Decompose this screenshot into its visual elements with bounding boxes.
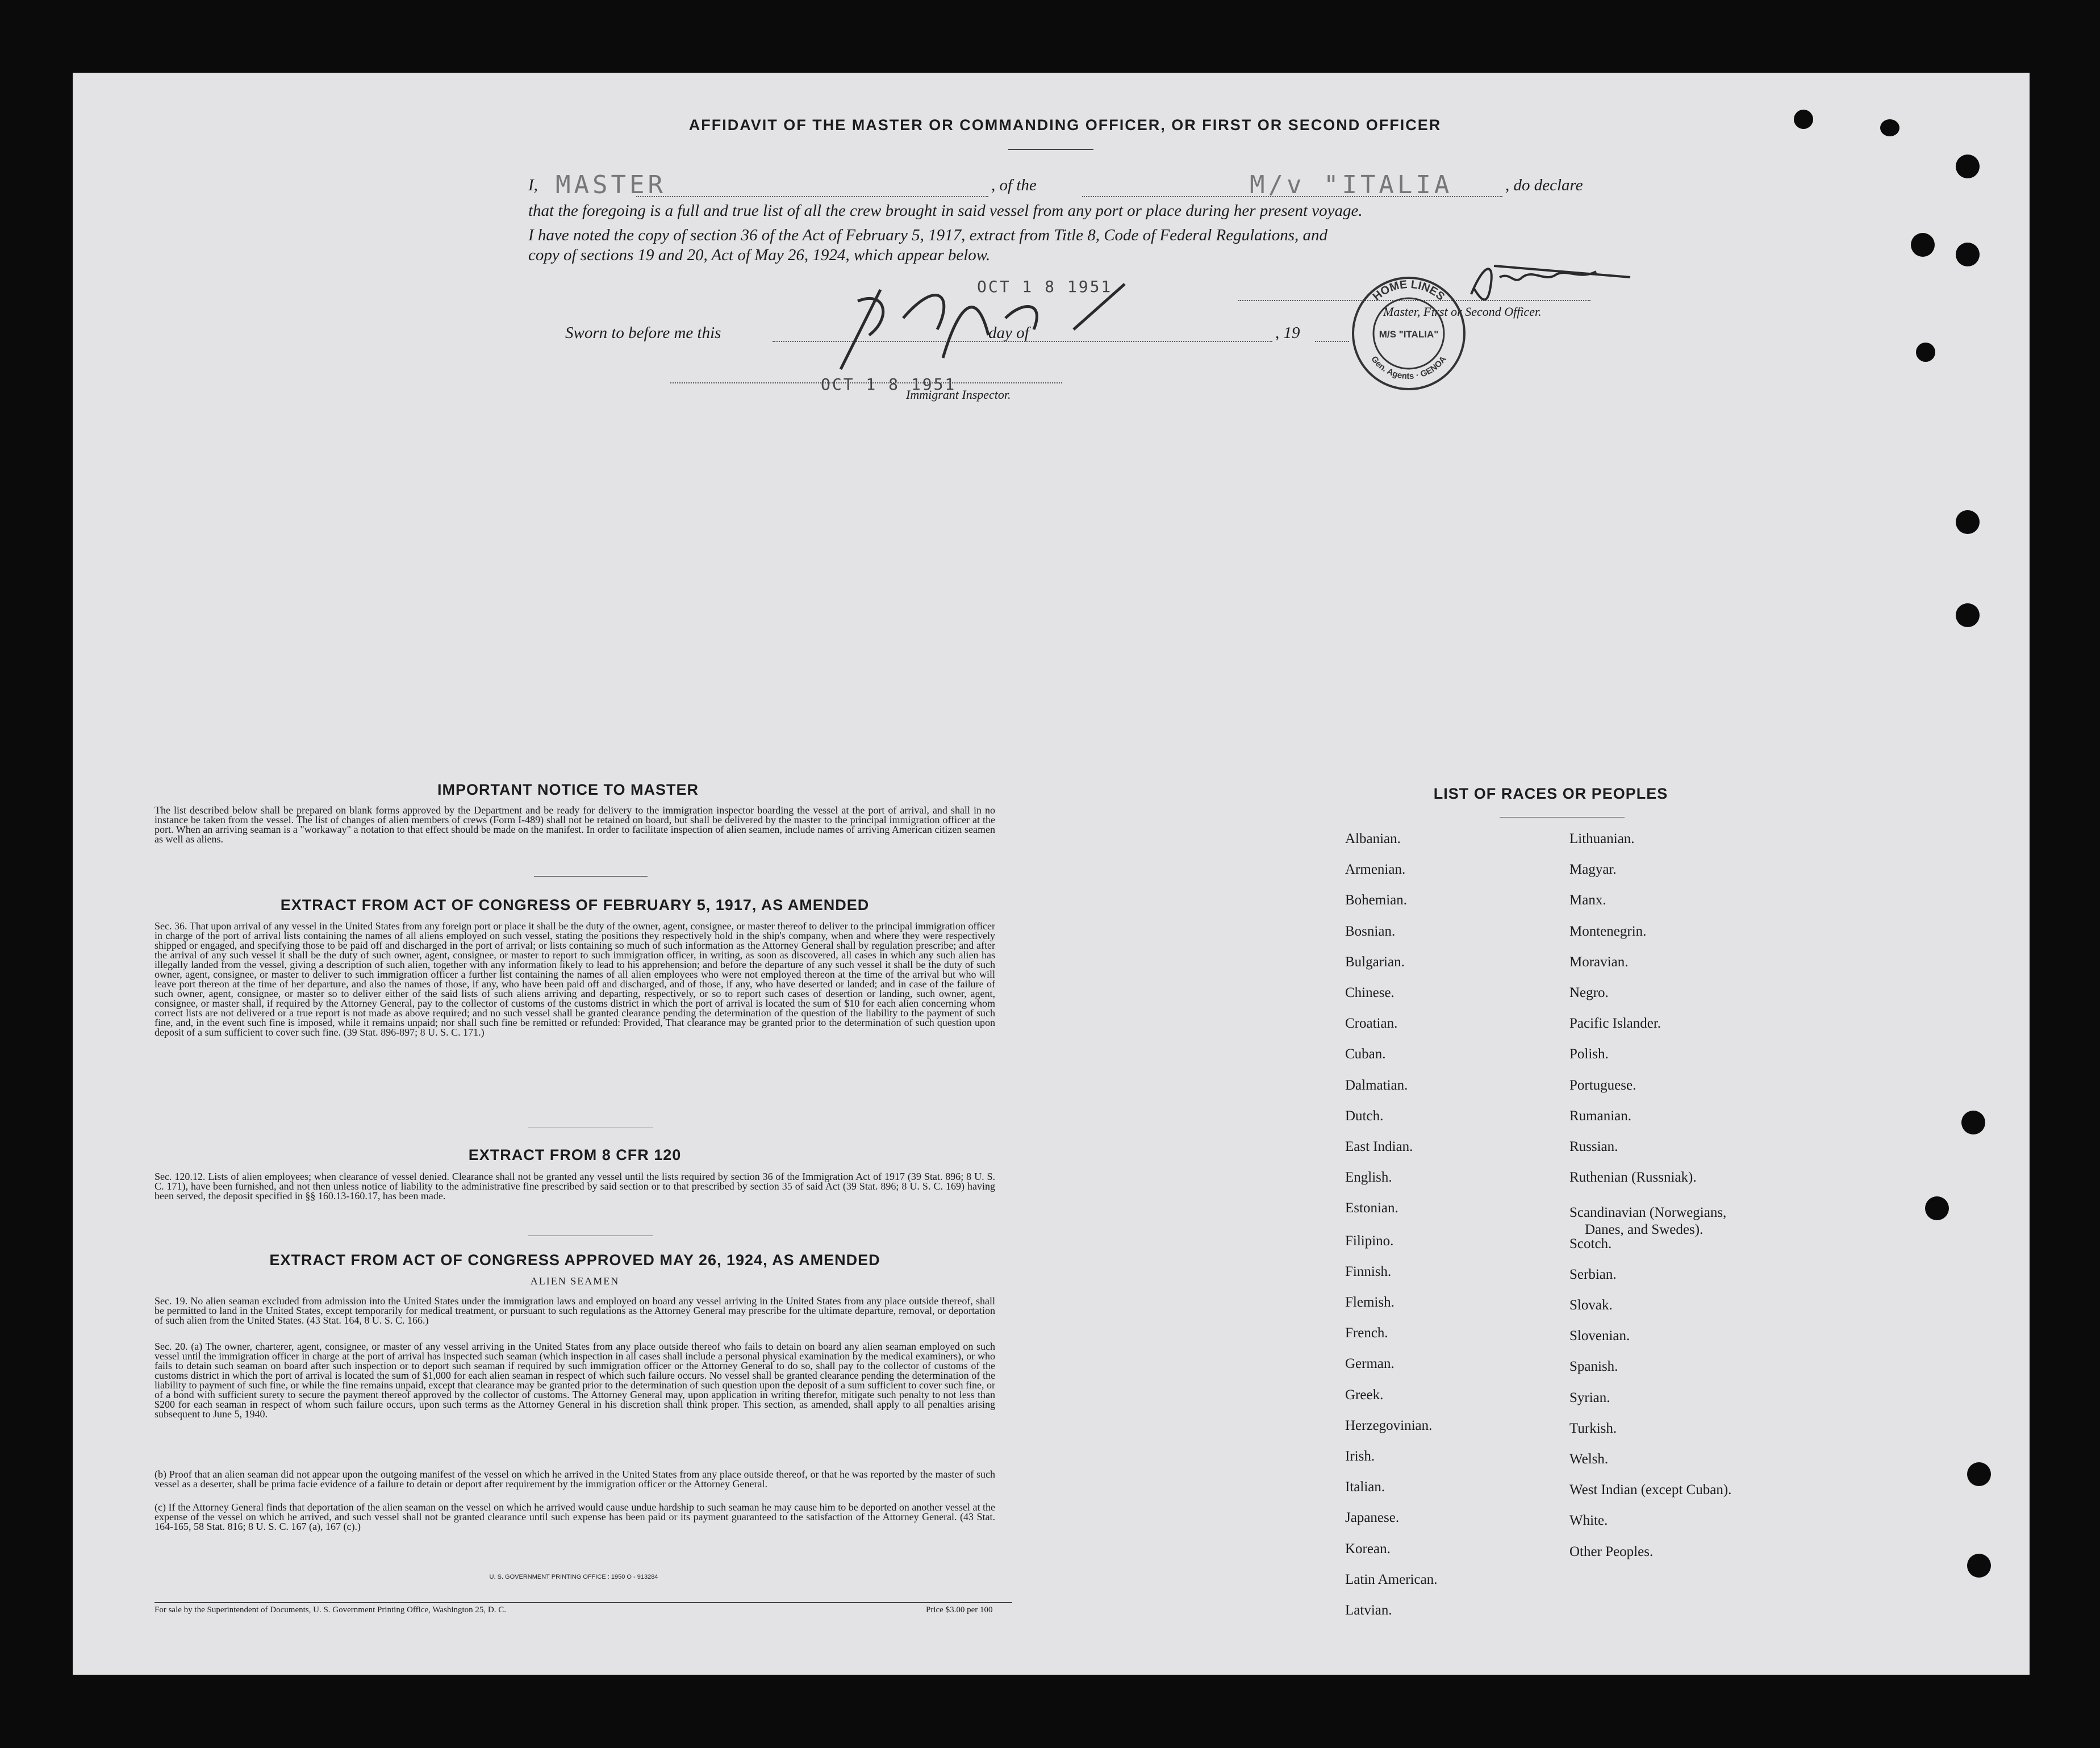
- sec-20b-body: (b) Proof that an alien seaman did not appear upon the outgoing manifest of the vessel on which he arrived in the United States from any place outside thereof, or that he was reported by the master of such vessel as a deserter, shall be prima facie evidence of a failure to detain or deport after requirement by the immigration officer or the Attorney General.: [155, 1469, 995, 1490]
- race-item: Welsh.: [1569, 1451, 1609, 1467]
- inspector-signature: [807, 267, 1159, 381]
- title-divider: [1008, 149, 1093, 150]
- year-prefix: , 19: [1275, 324, 1300, 342]
- punch-hole: [1916, 343, 1935, 362]
- seal-bottom-text: Gen. Agents · GENOA: [1369, 354, 1448, 382]
- race-item: White.: [1569, 1513, 1608, 1528]
- day-of-label: day of: [988, 324, 1029, 342]
- race-item: Ruthenian (Russniak).: [1569, 1170, 1697, 1185]
- alien-seamen-subtitle: ALIEN SEAMEN: [530, 1275, 620, 1287]
- cfr-title: EXTRACT FROM 8 CFR 120: [468, 1146, 682, 1163]
- punch-hole: [1956, 155, 1980, 178]
- date-stamp-2: OCT 1 8 1951: [821, 375, 957, 394]
- race-item: Moravian.: [1569, 954, 1629, 970]
- i-label: I,: [528, 176, 538, 194]
- punch-hole: [1961, 1111, 1985, 1134]
- race-item: Montenegrin.: [1569, 924, 1647, 939]
- race-item: Slovenian.: [1569, 1328, 1630, 1344]
- race-item: Armenian.: [1345, 862, 1406, 877]
- punch-hole: [1956, 243, 1980, 266]
- race-item: Italian.: [1345, 1479, 1385, 1495]
- punch-hole: [1956, 603, 1980, 627]
- race-item: Pacific Islander.: [1569, 1016, 1661, 1031]
- price-note: Price $3.00 per 100: [926, 1605, 993, 1614]
- race-item: East Indian.: [1345, 1139, 1413, 1154]
- race-item: Negro.: [1569, 985, 1609, 1000]
- race-item: Herzegovinian.: [1345, 1418, 1433, 1433]
- race-item: Flemish.: [1345, 1295, 1395, 1310]
- race-item: Greek.: [1345, 1387, 1384, 1403]
- race-item: Scandinavian (Norwegians,: [1569, 1205, 1727, 1220]
- race-item: Latin American.: [1345, 1572, 1438, 1587]
- race-item: Bulgarian.: [1345, 954, 1405, 970]
- footer-rule: [155, 1602, 1012, 1603]
- date-stamp-1: OCT 1 8 1951: [977, 277, 1113, 296]
- master-field-line: [636, 196, 988, 197]
- race-item: Cuban.: [1345, 1046, 1386, 1062]
- race-item: Dalmatian.: [1345, 1078, 1408, 1093]
- race-item: Latvian.: [1345, 1603, 1392, 1618]
- punch-hole: [1967, 1462, 1991, 1486]
- affidavit-line-2: that the foregoing is a full and true list of all the crew brought in said vessel from any port or place during her present voyage.: [528, 202, 1363, 220]
- race-item: Albanian.: [1345, 831, 1401, 846]
- of-the-label: , of the: [991, 176, 1037, 194]
- punch-hole: [1911, 233, 1935, 257]
- race-item: Bosnian.: [1345, 924, 1396, 939]
- for-sale-note: For sale by the Superintendent of Documents, U. S. Government Printing Office, Washington 25, D. C.: [155, 1605, 506, 1614]
- race-item: West Indian (except Cuban).: [1569, 1482, 1732, 1497]
- sec-19-body: Sec. 19. No alien seaman excluded from admission into the United States under the immigration laws and employed on board any vessel arriving in the United States from any place outside thereof, shall be permitted to land in the United States, except temporarily for medical treatment, or pursuant to such regulations as the Attorney General may prescribe for the ultimate departure, removal, or deportation of such alien from the United States. (43 Stat. 164, 8 U. S. C. 166.): [155, 1295, 995, 1326]
- seal-top-text: HOME LINES: [1370, 278, 1447, 303]
- race-item: Syrian.: [1569, 1390, 1610, 1405]
- affidavit-line-4: copy of sections 19 and 20, Act of May 26, 1924, which appear below.: [528, 246, 991, 264]
- gpo-imprint: U. S. GOVERNMENT PRINTING OFFICE : 1950 O - 913284: [489, 1574, 658, 1580]
- sec-20a-body: Sec. 20. (a) The owner, charterer, agent, consignee, or master of any vessel arriving in the United States from any place outside thereof who fails to detain on board any alien seaman employed on such vessel until the immigration officer in charge at the port of arrival has inspected such seaman (which inspection in all cases shall include a personal physical examination by the medical examiners), or who fails to detain such seaman on board after such inspection or to deport such seaman if required by such immigration officer or the Attorney General to do so, shall pay to the collector of customs of the customs district in which the port of arrival is located the sum of $1,000 for each alien seaman in respect of which such failure occurs. No vessel shall be granted clearance pending the determination of the liability to payment of such fine, or while the fine remains unpaid, except that clearance may be granted prior to the determination of such question upon the deposit of a sum sufficient to cover such fine, or of a bond with sufficient surety to secure the payment thereof approved by the collector of customs. The Attorney General may, upon application in writing therefor, mitigate such penalty to not less than $200 for each seaman in respect of whom such failure occurs, upon such terms as the Attorney General in his discretion shall think proper. This section, as amended, shall apply to all penalties arising subsequent to June 5, 1940.: [155, 1341, 995, 1420]
- race-item: Rumanian.: [1569, 1108, 1632, 1124]
- race-item: German.: [1345, 1356, 1395, 1371]
- race-item: Scotch.: [1569, 1236, 1612, 1251]
- vessel-field-value: M/v "ITALIA: [1250, 170, 1453, 199]
- race-item: Korean.: [1345, 1541, 1391, 1557]
- do-declare-label: , do declare: [1505, 176, 1583, 194]
- officer-caption: Master, First or Second Officer.: [1383, 304, 1542, 319]
- affidavit-line-1: [528, 176, 538, 195]
- race-item: Manx.: [1569, 892, 1606, 908]
- race-item: Magyar.: [1569, 862, 1617, 877]
- race-item: Dutch.: [1345, 1108, 1384, 1124]
- year-line: [1315, 341, 1349, 342]
- punch-hole: [1956, 510, 1980, 534]
- race-item: Slovak.: [1569, 1298, 1613, 1313]
- race-item: Portuguese.: [1569, 1078, 1636, 1093]
- affidavit-line-3: I have noted the copy of section 36 of the Act of February 5, 1917, extract from Title 8, Code of Federal Regulations, and: [528, 226, 1328, 244]
- race-item: Irish.: [1345, 1449, 1375, 1464]
- extract-1917-body: Sec. 36. That upon arrival of any vessel in the United States from any foreign port or place it shall be the duty of the owner, agent, consignee, or master thereof to deliver to the principal immigration officer in charge of the port of arrival lists containing the names of all aliens employed on such vessel, stating the positions they respectively hold in the ship's company, when and where they were respectively shipped or engaged, and specifying those to be paid off and discharged in the port of arrival; or lists containing so much of such information as the Attorney General shall by regulation prescribe; and after the arrival of any such vessel it shall be the duty of such owner, agent, consignee, or master to report to such immigration officer, in writing, as soon as discovered, all cases in which any such alien has illegally landed from the vessel, giving a description of such alien, together with any information likely to lead to his apprehension; and before the departure of any such vessel it shall be the duty of such owner, agent, consignee, or master to deliver to such immigration officer a further list containing the names of all alien employees who were not employed thereon at the time of the arrival but who will leave port thereon at the time of her departure, and also the names of those, if any, who have been paid off and discharged, and of those, if any, who have deserted or landed; and in case of the failure of such owner, agent, consignee, or master so to deliver either of the said lists of such aliens arriving and departing, respectively, or so to report such cases of desertion or landing, such owner, agent, consignee, or master shall, if required by the Attorney General, pay to the collector of customs of the customs district in which the port of arrival is located the sum of $10 for each alien concerning whom correct lists are not delivered or a true report is not made as above required; and no such vessel shall be granted clearance pending the determination of the question of the liability to the payment of such fine, and, in the event such fine is imposed, while it remains unpaid; nor shall such fine be remitted or refunded: Provided, That clearance may be granted prior to the determination of such question upon deposit of a sum sufficient to cover such fine. (39 Stat. 896-897; 8 U. S. C. 171.): [155, 920, 995, 1038]
- extract-1924-title: EXTRACT FROM ACT OF CONGRESS APPROVED MAY 26, 1924, AS AMENDED: [269, 1251, 880, 1269]
- race-item: Chinese.: [1345, 985, 1395, 1000]
- race-item: Lithuanian.: [1569, 831, 1635, 846]
- inspector-caption: Immigrant Inspector.: [906, 387, 1011, 402]
- race-item: Spanish.: [1569, 1359, 1618, 1374]
- notice-title: IMPORTANT NOTICE TO MASTER: [437, 781, 699, 798]
- punch-hole: [1880, 119, 1899, 136]
- divider-1: [534, 876, 648, 877]
- extract-1917-title: EXTRACT FROM ACT OF CONGRESS OF FEBRUARY 5, 1917, AS AMENDED: [280, 896, 870, 913]
- race-item: Polish.: [1569, 1046, 1609, 1062]
- cfr-body: Sec. 120.12. Lists of alien employees; when clearance of vessel denied. Clearance shall not be granted any vessel until the lists required by section 36 of the Immigration Act of 1917 (39 Stat. 896; 8 U. S. C. 171), have been furnished, and not then unless notice of liability to the administrative fine prescribed by said section or to that prescribed by section 35 of said Act (39 Stat. 896; 8 U. S. C. 169) having been served, the deposit specified in §§ 160.13-160.17, has been made.: [155, 1171, 995, 1202]
- race-item: Danes, and Swedes).: [1585, 1222, 1704, 1237]
- race-item: Serbian.: [1569, 1267, 1617, 1282]
- affidavit-title: AFFIDAVIT OF THE MASTER OR COMMANDING OFFICER, OR FIRST OR SECOND OFFICER: [688, 116, 1442, 134]
- company-seal: [1349, 274, 1468, 393]
- race-item: English.: [1345, 1170, 1392, 1185]
- race-item: Turkish.: [1569, 1421, 1617, 1436]
- sec-20c-body: (c) If the Attorney General finds that deportation of the alien seaman on the vessel on which he arrived would cause undue hardship to such seaman he may cause him to be deported on another vessel at the expense of the vessel on which he arrived, and such vessel shall not be granted clearance until such expense has been paid or its payment guaranteed to the satisfaction of the Attorney General. (43 Stat. 164-165, 58 Stat. 816; 8 U. S. C. 167 (a), 167 (c).): [155, 1501, 995, 1532]
- punch-hole: [1794, 110, 1813, 129]
- officer-signature: [1460, 255, 1642, 306]
- race-item: Finnish.: [1345, 1264, 1392, 1279]
- punch-hole: [1967, 1554, 1991, 1578]
- seal-center-text: M/S "ITALIA": [1379, 329, 1439, 340]
- race-item: French.: [1345, 1325, 1388, 1341]
- race-item: Russian.: [1569, 1139, 1618, 1154]
- race-item: Bohemian.: [1345, 892, 1408, 908]
- master-field-value: MASTER: [556, 170, 666, 199]
- punch-hole: [1925, 1196, 1949, 1220]
- race-item: Estonian.: [1345, 1200, 1398, 1216]
- notice-body: The list described below shall be prepared on blank forms approved by the Department and be ready for delivery to the immigration inspector boarding the vessel at the port of arrival, and shall in no instance be taken from the vessel. The list of changes of alien members of crews (Form I-489) shall not be retained on board, but shall be delivered by the master to the principal immigration officer at the port. When an arriving seaman is a "workaway" a notation to that effect should be made on the manifest. In order to facilitate inspection of alien seamen, include names of arriving American citizen seamen as well as aliens.: [155, 804, 995, 845]
- sworn-label: Sworn to before me this: [565, 324, 721, 342]
- race-item: Other Peoples.: [1569, 1544, 1654, 1559]
- races-title: LIST OF RACES OR PEOPLES: [1433, 785, 1668, 802]
- race-item: Croatian.: [1345, 1016, 1398, 1031]
- race-item: Filipino.: [1345, 1233, 1394, 1249]
- race-item: Japanese.: [1345, 1510, 1400, 1525]
